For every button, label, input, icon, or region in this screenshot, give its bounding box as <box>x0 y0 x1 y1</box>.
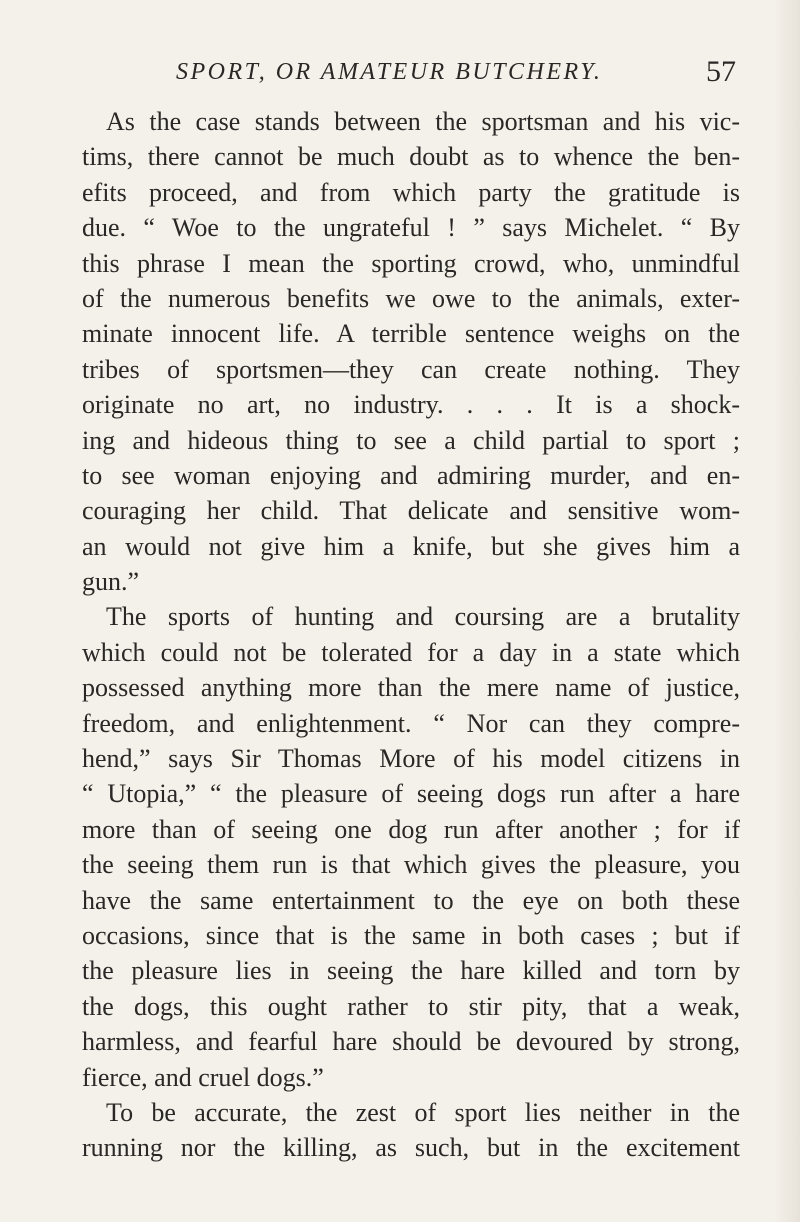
text-line: tribes of sportsmen—they can create nothing. They <box>82 354 740 384</box>
text-line: harmless, and fearful hare should be devoured by strong, <box>82 1027 740 1057</box>
page-header <box>176 52 736 92</box>
body-text <box>82 104 740 1166</box>
text-line: The sports of hunting and coursing are a brutality <box>106 602 740 632</box>
text-line: originate no art, no industry. . . . It is a shock- <box>82 390 740 420</box>
text-line: this phrase I mean the sporting crowd, who, unmindful <box>82 248 740 278</box>
running-head: SPORT, OR AMATEUR BUTCHERY. <box>176 59 603 85</box>
text-line: tims, there cannot be much doubt as to whence the ben- <box>82 142 740 172</box>
text-line: of the numerous benefits we owe to the animals, exter- <box>82 283 740 313</box>
text-line: hend,” says Sir Thomas More of his model citizens in <box>82 744 740 774</box>
page-edge-shadow <box>774 0 800 1222</box>
text-line: As the case stands between the sportsman and his vic- <box>106 107 740 136</box>
text-line: freedom, and enlightenment. “ Nor can they compre- <box>82 708 740 738</box>
text-line: to see woman enjoying and admiring murder, and en- <box>82 460 740 490</box>
text-line: ing and hideous thing to see a child partial to sport ; <box>82 425 740 455</box>
text-line: the pleasure lies in seeing the hare killed and torn by <box>82 956 740 986</box>
text-line: the seeing them run is that which gives the pleasure, you <box>82 850 740 880</box>
text-line: fierce, and cruel dogs.” <box>82 1062 324 1092</box>
text-line: have the same entertainment to the eye on both these <box>82 885 740 915</box>
text-line: couraging her child. That delicate and sensitive wom- <box>82 496 740 526</box>
text-line: possessed anything more than the mere name of justice, <box>82 673 740 703</box>
text-line: efits proceed, and from which party the gratitude is <box>82 177 740 207</box>
page-number: 57 <box>706 55 736 88</box>
text-line: gun.” <box>82 567 140 597</box>
text-line: which could not be tolerated for a day in a state which <box>82 637 740 667</box>
text-line: running nor the killing, as such, but in the excitement <box>82 1133 740 1163</box>
text-line: occasions, since that is the same in both cases ; but if <box>82 920 740 950</box>
text-line: due. “ Woe to the ungrateful ! ” says Michelet. “ By <box>82 213 740 243</box>
text-line: To be accurate, the zest of sport lies neither in the <box>106 1097 740 1127</box>
text-line: more than of seeing one dog run after another ; for if <box>82 814 740 844</box>
text-line: the dogs, this ought rather to stir pity, that a weak, <box>82 991 740 1021</box>
text-line: minate innocent life. A terrible sentence weighs on the <box>82 319 740 349</box>
text-line: “ Utopia,” “ the pleasure of seeing dogs run after a hare <box>82 779 740 809</box>
text-line: an would not give him a knife, but she gives him a <box>82 531 740 561</box>
